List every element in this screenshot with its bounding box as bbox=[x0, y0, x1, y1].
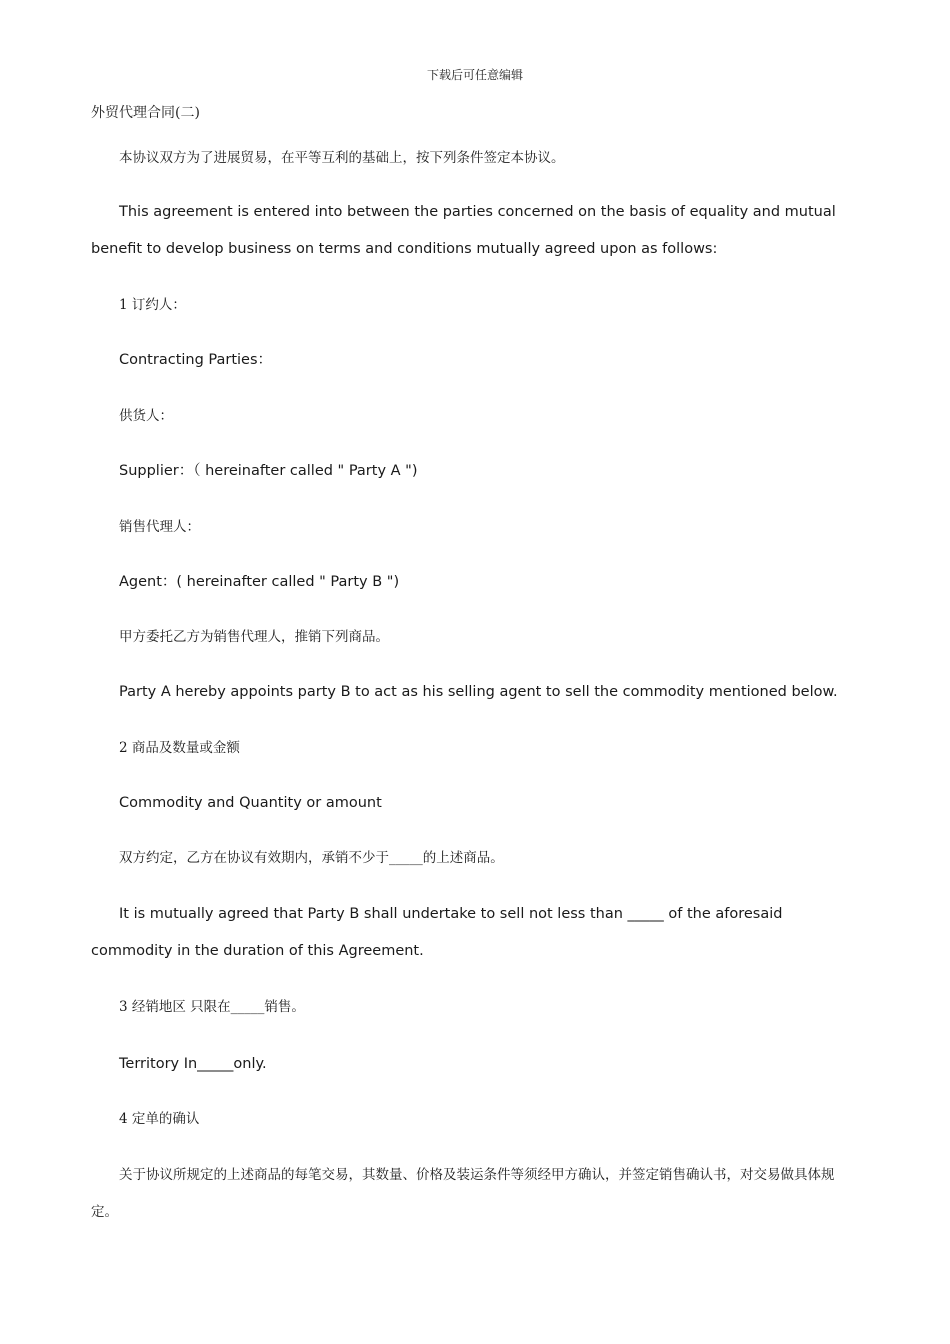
agent-label-en: Agent：( hereinafter called " Party B ") bbox=[119, 574, 400, 590]
quantity-clause-en: It is mutually agreed that Party B shall undertake to sell not less than _____ of the aforesaid commodity in the duration of this Agreement. bbox=[91, 906, 783, 959]
clause-2-heading-cn: 2 商品及数量或金额 bbox=[119, 740, 240, 756]
clause-2-heading-en: Commodity and Quantity or amount bbox=[119, 795, 382, 811]
clause-1-heading-en: Contracting Parties： bbox=[119, 352, 273, 368]
intro-paragraph-cn: 本协议双方为了进展贸易，在平等互利的基础上，按下列条件签定本协议。 bbox=[119, 150, 565, 166]
supplier-label-en: Supplier：（ hereinafter called " Party A ") bbox=[119, 463, 418, 479]
clause-3-territory-cn: 3 经销地区 只限在_____销售。 bbox=[119, 999, 305, 1015]
document-title: 外贸代理合同(二) bbox=[91, 105, 200, 121]
appointment-cn: 甲方委托乙方为销售代理人，推销下列商品。 bbox=[119, 629, 389, 645]
agent-label-cn: 销售代理人： bbox=[119, 519, 200, 535]
clause-4-heading-cn: 4 定单的确认 bbox=[119, 1111, 200, 1127]
clause-3-territory-en: Territory In_____only. bbox=[119, 1056, 267, 1072]
supplier-label-cn: 供货人： bbox=[119, 408, 173, 424]
intro-paragraph-en: This agreement is entered into between the parties concerned on the basis of equality and mutual benefit to develop business on terms and conditions mutually agreed upon as follows: bbox=[91, 204, 836, 257]
header-note: 下载后可任意编辑 bbox=[426, 68, 523, 82]
clause-1-heading-cn: 1 订约人： bbox=[119, 297, 186, 313]
order-confirmation-cn: 关于协议所规定的上述商品的每笔交易，其数量、价格及装运条件等须经甲方确认，并签定销售确认书，对交易做具体规定。 bbox=[91, 1167, 835, 1220]
quantity-clause-cn: 双方约定，乙方在协议有效期内，承销不少于_____的上述商品。 bbox=[119, 850, 504, 866]
appointment-en: Party A hereby appoints party B to act as his selling agent to sell the commodity mentioned below. bbox=[119, 684, 838, 700]
